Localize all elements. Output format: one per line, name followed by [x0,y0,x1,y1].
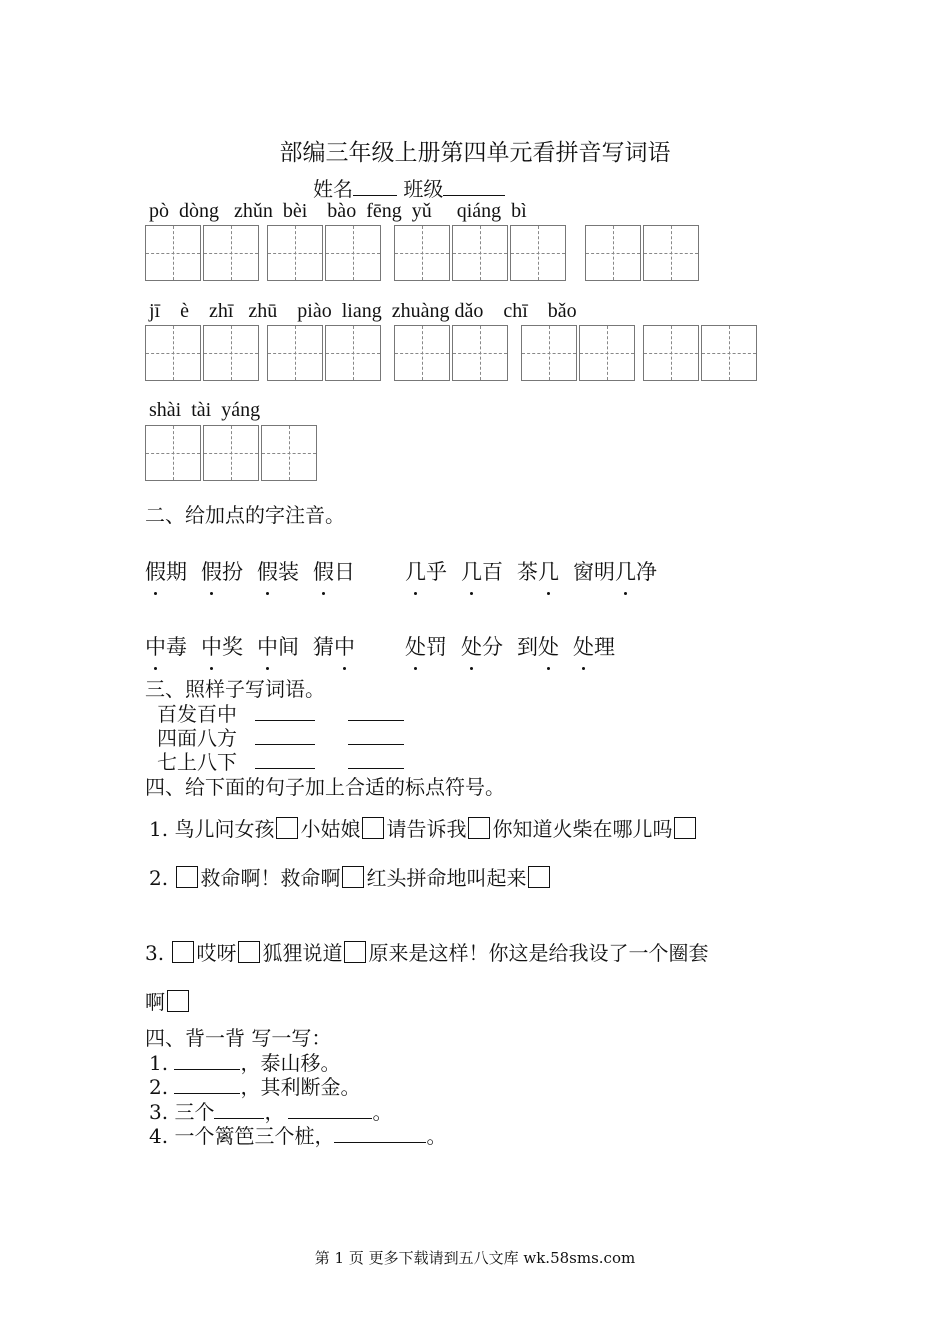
word-char: 理 [594,635,615,659]
dotted-word [461,556,503,586]
word-char: 罚 [426,635,447,659]
sentence-text: 狐狸说道 [262,941,343,965]
punctuation-box[interactable] [238,941,260,963]
name-blank[interactable] [353,177,397,196]
sentence-number: 1. [149,817,169,841]
punctuation-box[interactable] [172,941,194,963]
dot-row-2 [145,631,615,661]
answer-blank[interactable] [255,726,315,745]
dotted-word [313,631,355,661]
char-grid-group[interactable] [145,325,261,381]
char-box[interactable] [394,325,450,381]
char-box[interactable] [394,225,450,281]
answer-blank[interactable] [348,750,404,769]
line-text: 三个 [174,1100,215,1124]
sentence-text: 哎呀 [196,941,237,965]
dotted-char: 中 [145,631,166,661]
char-box[interactable] [452,325,508,381]
char-box[interactable] [325,225,381,281]
answer-blank[interactable] [255,702,315,721]
line-text: ， [264,1100,285,1124]
sentence-text: 请告诉我 [386,817,467,841]
pinyin-row-1: pò dòng zhǔn bèi bào fēng yǔ qiáng bì [149,200,527,222]
word-char: 明 [594,560,615,584]
dotted-char: 几 [538,556,559,586]
dotted-word [573,631,615,661]
dotted-char: 中 [257,631,278,661]
dotted-word [201,556,243,586]
sentence-number: 2. [149,866,169,890]
sentence-text: 小姑娘 [300,817,361,841]
char-box[interactable] [145,225,201,281]
answer-blank[interactable] [174,1051,240,1070]
word-char: 窗 [573,560,594,584]
punctuation-box[interactable] [362,817,384,839]
char-box[interactable] [267,325,323,381]
dotted-char: 假 [145,556,166,586]
char-box[interactable] [585,225,641,281]
word-char: 分 [482,635,503,659]
answer-blank[interactable] [255,750,315,769]
dotted-word [461,631,503,661]
dotted-word [145,631,187,661]
class-label: 班级 [403,177,444,201]
answer-blank[interactable] [334,1124,426,1143]
answer-blank[interactable] [348,726,404,745]
char-box[interactable] [203,325,259,381]
char-box[interactable] [510,225,566,281]
page-title: 部编三年级上册第四单元看拼音写词语 [279,140,671,166]
char-box[interactable] [203,425,259,481]
dotted-char: 几 [461,556,482,586]
line-text: ，泰山移。 [240,1051,341,1075]
word-char: 乎 [426,560,447,584]
char-box[interactable] [521,325,577,381]
word-char: 茶 [517,560,538,584]
sentence-text: 鸟儿问女孩 [174,817,275,841]
char-box[interactable] [203,225,259,281]
line-text: 。 [426,1124,447,1148]
idiom-example: 七上八下 [157,750,237,774]
dotted-char: 几 [615,556,636,586]
char-grid-group[interactable] [267,225,383,281]
dotted-word [257,556,299,586]
section-5-heading: 四、背一背 写一写： [145,1026,332,1050]
punctuation-box[interactable] [342,866,364,888]
line-text: 一个篱笆三个桩， [174,1124,335,1148]
punctuation-box[interactable] [276,817,298,839]
section-2-heading: 二、给加点的字注音。 [145,503,345,527]
char-box[interactable] [267,225,323,281]
sentence-text: 原来是这样！你这是给我设了一个圈套 [368,941,709,965]
sentence-3 [145,937,708,966]
word-char: 奖 [222,635,243,659]
char-box[interactable] [701,325,757,381]
pinyin-row-3: shài tài yáng [149,399,261,421]
char-box[interactable] [579,325,635,381]
dotted-char: 处 [573,631,594,661]
section-4-heading: 四、给下面的句子加上合适的标点符号。 [145,775,505,799]
line-number: 1. [149,1051,169,1075]
line-number: 3. [149,1100,169,1124]
char-grid-group[interactable] [394,325,510,381]
dotted-char: 处 [461,631,482,661]
line-text: 。 [372,1100,393,1124]
word-char: 装 [278,560,299,584]
word-char: 猜 [313,635,334,659]
answer-blank[interactable] [348,702,404,721]
line-text: ，其利断金。 [240,1075,361,1099]
sentence-text: 救命啊！救命啊 [200,866,341,890]
pinyin-row-2: jī è zhī zhū piào liang zhuàng dǎo chī bǎo [149,300,577,322]
dotted-word [145,556,187,586]
dotted-word [573,556,657,586]
word-char: 净 [636,560,657,584]
name-class-row [313,173,505,202]
punctuation-box[interactable] [344,941,366,963]
dotted-word [517,556,559,586]
answer-blank[interactable] [214,1100,264,1119]
sentence-1 [149,813,698,842]
name-label: 姓名 [313,177,353,201]
char-box[interactable] [643,325,699,381]
class-blank[interactable] [443,177,505,196]
dotted-char: 假 [313,556,334,586]
char-grid-group[interactable] [394,225,568,281]
sentence-text: 你知道火柴在哪儿吗 [492,817,673,841]
punctuation-box[interactable] [176,866,198,888]
char-grid-group[interactable] [585,225,701,281]
answer-blank[interactable] [174,1075,240,1094]
dotted-word [405,556,447,586]
char-grid-group[interactable] [643,325,759,381]
sentence-2 [149,862,552,891]
char-box[interactable] [145,425,201,481]
char-box[interactable] [452,225,508,281]
char-grid-group[interactable] [145,225,261,281]
dotted-char: 假 [257,556,278,586]
dotted-char: 处 [405,631,426,661]
punctuation-box[interactable] [674,817,696,839]
char-box[interactable] [643,225,699,281]
dotted-word [405,631,447,661]
dotted-word [517,631,559,661]
char-box[interactable] [145,325,201,381]
word-char: 间 [278,635,299,659]
line-number: 4. [149,1124,169,1148]
sentence-text: 啊 [145,990,165,1014]
word-char: 毒 [166,635,187,659]
dotted-word [201,631,243,661]
page-footer: 第 1 页 更多下载请到五八文库 wk.58sms.com [314,1249,636,1267]
answer-blank[interactable] [288,1100,372,1119]
dotted-char: 中 [201,631,222,661]
char-grid-group[interactable] [267,325,383,381]
sentence-3-cont [145,986,191,1015]
idiom-example: 百发百中 [157,702,237,726]
char-grid-group[interactable] [145,425,319,481]
word-char: 期 [166,560,187,584]
word-char: 到 [517,635,538,659]
dotted-char: 几 [405,556,426,586]
sentence-text: 红头拼命地叫起来 [366,866,527,890]
word-char: 百 [482,560,503,584]
recite-line-4 [149,1120,446,1149]
dotted-char: 中 [334,631,355,661]
word-char: 日 [334,560,355,584]
dot-row-1 [145,556,657,586]
dotted-word [257,631,299,661]
char-box[interactable] [261,425,317,481]
char-box[interactable] [325,325,381,381]
dotted-char: 假 [201,556,222,586]
punctuation-box[interactable] [167,990,189,1012]
punctuation-box[interactable] [528,866,550,888]
sentence-number: 3. [145,941,165,965]
word-char: 扮 [222,560,243,584]
char-grid-group[interactable] [521,325,637,381]
dotted-word [313,556,355,586]
idiom-example: 四面八方 [157,726,237,750]
section-3-heading: 三、照样子写词语。 [145,677,325,701]
line-number: 2. [149,1075,169,1099]
dotted-char: 处 [538,631,559,661]
punctuation-box[interactable] [468,817,490,839]
